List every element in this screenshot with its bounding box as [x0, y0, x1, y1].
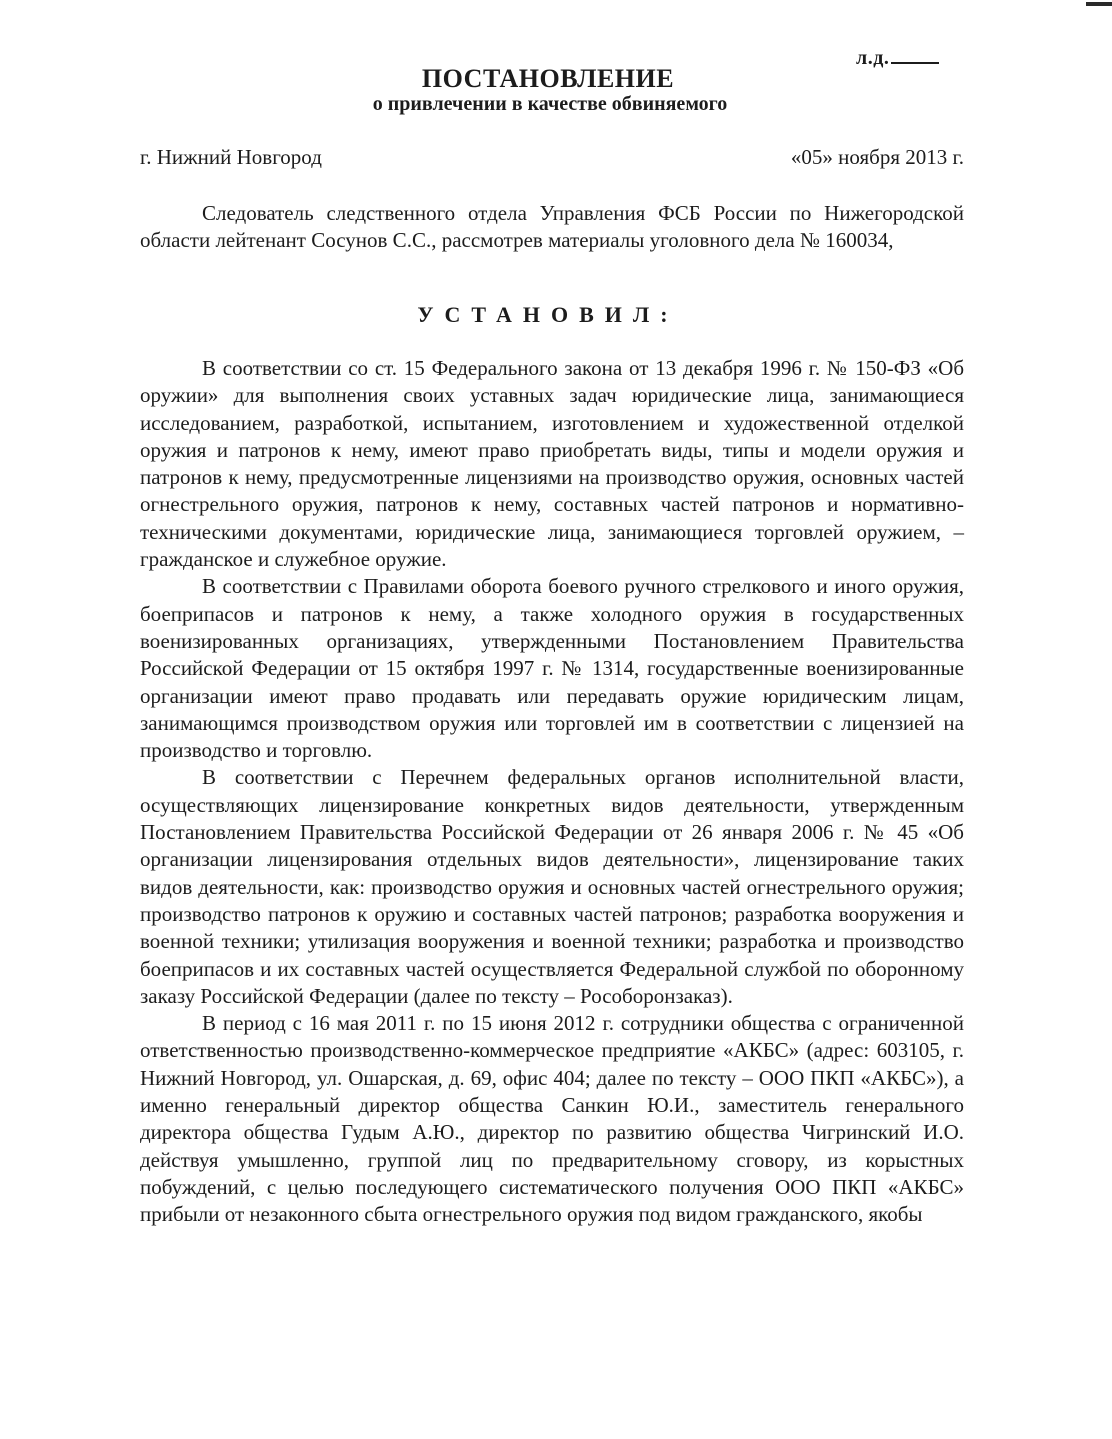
intro-block: [140, 200, 964, 255]
document-title: ПОСТАНОВЛЕНИЕ: [421, 64, 675, 93]
sheet-number-label: л.д.: [856, 47, 890, 69]
paragraph: В соответствии с Правилами оборота боевого ручного стрелкового и иного оружия, боеприпасов и патронов к нему, а также холодного оружия в государственных военизированных организациях, утвержденными Постановлением Правительства Российской Федерации от 15 октября 1997 г. № 1314, государственные военизированные организации имеют право продавать или передавать оружие юридическим лицам, занимающимся производством оружия или торговлей им в соответствии с лицензией на производство и торговлю.: [140, 574, 964, 763]
sheet-number-blank: [891, 44, 939, 64]
paragraph: В соответствии со ст. 15 Федерального закона от 13 декабря 1996 г. № 150-ФЗ «Об оружии» для выполнения своих уставных задач юридические лица, занимающиеся исследованием, разработкой, испытанием, изготовлением и художественной отделкой оружия и патронов к нему, имеют право приобретать виды, типы и модели оружия и патронов к нему, предусмотренные лицензиями на производство оружия, основных частей огнестрельного оружия, патронов к нему, составных частей патронов и нормативно-техническими документами, юридические лица, занимающиеся торговлей оружием, – гражданское и служебное оружие.: [140, 356, 964, 572]
intro-paragraph: Следователь следственного отдела Управления ФСБ России по Нижегородской области лейтенант Сосунов С.С., рассмотрев материалы уголовного дела № 160034,: [140, 201, 964, 253]
place-date-line: [140, 145, 964, 170]
document-subtitle: о привлечении в качестве обвиняемого: [372, 93, 728, 115]
paragraph: В период с 16 мая 2011 г. по 15 июня 2012 г. сотрудники общества с ограниченной ответственностью производственно-коммерческое предприятие «АКБС» (адрес: 603105, г. Нижний Новгород, ул. Ошарская, д. 69, офис 404; далее по тексту – ООО ПКП «АКБС»), а именно генеральный директор общества Санкин Ю.И., заместитель генерального директора общества Гудым А.Ю., директор по развитию общества Чигринский И.О. действуя умышленно, группой лиц по предварительному сговору, из корыстных побуждений, с целью последующего систематического получения ООО ПКП «АКБС» прибыли от незаконного сбыта огнестрельного оружия под видом гражданского, якобы: [140, 1011, 964, 1227]
document-date: «05» ноября 2013 г.: [790, 145, 964, 169]
established-heading: УСТАНОВИЛ:: [417, 302, 679, 327]
scan-corner-mark: [1086, 2, 1112, 6]
document-place: г. Нижний Новгород: [140, 145, 322, 169]
main-text: [140, 355, 964, 1229]
paragraph: В соответствии с Перечнем федеральных органов исполнительной власти, осуществляющих лицензирование конкретных видов деятельности, утвержденным Постановлением Правительства Российской Федерации от 26 января 2006 г. № 45 «Об организации лицензирования отдельных видов деятельности», лицензирование таких видов деятельности, как: производство оружия и основных частей огнестрельного оружия; производство патронов к оружию и составных частей патронов; разработка вооружения и военной техники; утилизация вооружения и военной техники; разработка и производство боеприпасов и их составных частей осуществляется Федеральной службой по оборонному заказу Российской Федерации (далее по тексту – Рособоронзаказ).: [140, 765, 964, 1008]
